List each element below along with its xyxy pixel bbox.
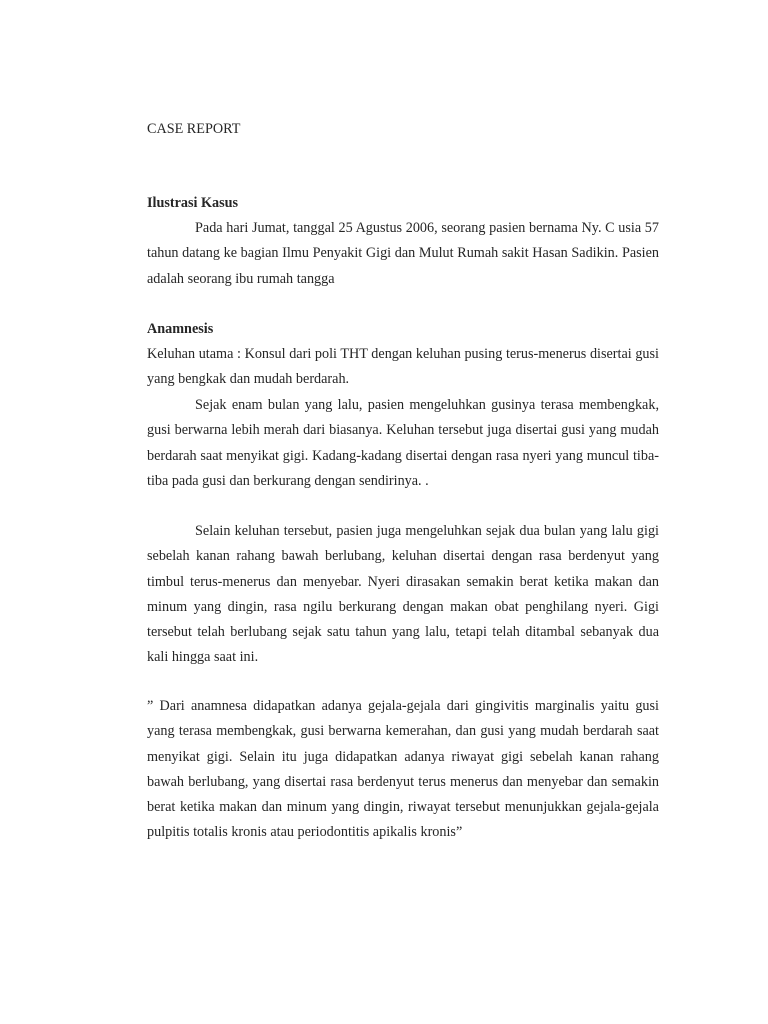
paragraph-tooth-history: Selain keluhan tersebut, pasien juga mengeluhkan sejak dua bulan yang lalu gigi sebelah kanan rahang bawah berlubang, keluhan disertai dengan rasa berdenyut yang timbul terus-menerus dan menyebar. Nyeri dirasakan semakin berat ketika makan dan minum yang dingin, rasa ngilu berkurang dengan makan obat penghilang nyeri. Gigi tersebut telah berlubang sejak satu tahun yang lalu, tetapi telah ditambal sebanyak dua kali hingga saat ini. (147, 523, 659, 666)
document-title: CASE REPORT (147, 121, 241, 137)
section-heading-anamnesis: Anamnesis (147, 321, 214, 337)
paragraph-case-illustration: Pada hari Jumat, tanggal 25 Agustus 2006, seorang pasien bernama Ny. C usia 57 tahun datang ke bagian Ilmu Penyakit Gigi dan Mulut Rumah sakit Hasan Sadikin. Pasien adalah seorang ibu rumah tangga (147, 220, 659, 287)
section-heading-ilustrasi-kasus: Ilustrasi Kasus (147, 195, 239, 211)
paragraph-chief-complaint: Keluhan utama : Konsul dari poli THT dengan keluhan pusing terus-menerus disertai gusi yang bengkak dan mudah berdarah. (147, 346, 659, 388)
paragraph-anamnesis-conclusion: ” Dari anamnesa didapatkan adanya gejala-gejala dari gingivitis marginalis yaitu gusi yang terasa membengkak, gusi berwarna kemerahan, dan gusi yang mudah berdarah saat menyikat gigi. Selain itu juga didapatkan adanya riwayat gigi sebelah kanan rahang bawah berlubang, yang disertai rasa berdenyut terus menerus dan menyebar dan semakin berat ketika makan dan minum yang dingin, riwayat tersebut menunjukkan gejala-gejala pulpitis totalis kronis atau periodontitis apikalis kronis” (147, 698, 659, 841)
paragraph-gum-history: Sejak enam bulan yang lalu, pasien mengeluhkan gusinya terasa membengkak, gusi berwarna lebih merah dari biasanya. Keluhan tersebut juga disertai gusi yang mudah berdarah saat menyikat gigi. Kadang-kadang disertai dengan rasa nyeri yang muncul tiba-tiba pada gusi dan berkurang dengan sendirinya. . (147, 397, 659, 489)
document-page (147, 0, 659, 1024)
